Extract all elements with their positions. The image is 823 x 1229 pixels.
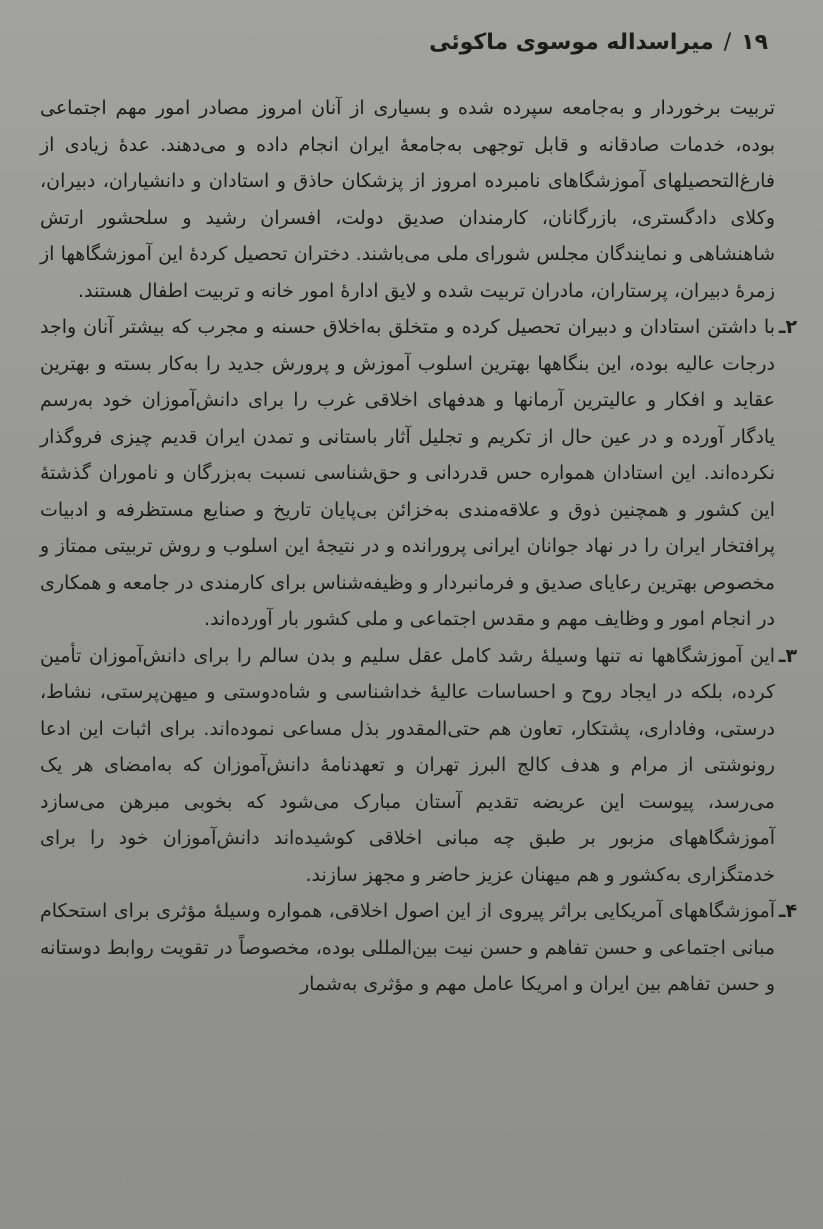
body-text (40, 90, 798, 1003)
paragraph-text: با داشتن استادان و دبیران تحصیل کرده و متخلق به‌اخلاق حسنه و مجرب که بیشتر آنان واجد درجات عالیه بوده، این بنگاهها بهترین اسلوب آموزش و پرورش جدید را به‌کار بسته و بهترین عقاید و افکار و عالیترین آرمانها و هدفهای اخلاقی غرب را برای دانش‌آموزان خود به‌رسم یادگار آورده و در عین حال از تکریم و تجلیل آثار باستانی و تمدن ایران قدیم چیزی فروگذار نکرده‌اند. این استادان همواره حس قدردانی و حق‌شناسی نسبت به‌بزرگان و ناموران گذشتهٔ این کشور و همچنین ذوق و علاقه‌مندی به‌خزائن بی‌پایان تاریخ و صنایع مستظرفه و ادبیات پرافتخار ایران را در نهاد جوانان ایرانی پرورانده و در نتیجهٔ این اسلوب و روش تربیتی ممتاز و مخصوص بهترین رعایای صدیق و فرمانبردار و وظیفه‌شناس برای کارمندی در جامعه و همکاری در انجام امور و وظایف مهم و مقدس اجتماعی و ملی کشور بار آورده‌اند. (40, 316, 775, 630)
paragraph-text: آموزشگاههای آمریکایی براثر پیروی از این اصول اخلاقی، همواره وسیلهٔ مؤثری برای استحکام مبانی اجتماعی و حسن تفاهم و حسن نیت بین‌المللی بوده، مخصوصاً در تقویت روابط دوستانه و حسن تفاهم بین ایران و امریکا عامل مهم و مؤثری به‌شمار (40, 900, 775, 995)
author-name: میراسداله موسوی ماکوئی (429, 29, 714, 55)
paragraph-2 (40, 309, 798, 638)
running-header (40, 22, 768, 62)
paragraph-3 (40, 638, 798, 894)
paragraph-1 (40, 90, 775, 309)
header-separator: / (723, 29, 732, 55)
paragraph-text: این آموزشگاهها نه تنها وسیلهٔ رشد کامل عقل سلیم و بدن سالم را برای دانش‌آموزان تأمین کرده، بلکه در ایجاد روح و احساسات عالیهٔ خداشناسی و شاه‌دوستی و میهن‌پرستی، نشاط، درستی، وفاداری، پشتکار، تعاون هم حتی‌المقدور بذل مساعی نموده‌اند. برای اثبات این ادعا رونوشتی از مرام و هدف کالج البرز تهران و تعهدنامهٔ دانش‌آموزان که به‌امضای هر یک می‌رسد، پیوست این عریضه تقدیم آستان مبارک می‌شود که بخوبی مبرهن می‌سازد آموزشگاههای مزبور بر طبق چه مبانی اخلاقی کوشیده‌اند دانش‌آموزان خود را برای خدمتگزاری به‌کشور و هم میهنان عزیز حاضر و مجهز سازند. (40, 644, 775, 886)
item-number: ۳ـ (779, 644, 798, 667)
paragraph-4 (40, 893, 798, 1003)
paragraph-text: تربیت برخوردار و به‌جامعه سپرده شده و بسیاری از آنان امروز مصادر امور مهم اجتماعی بوده، خدمات صادقانه و قابل توجهی به‌جامعهٔ ایران انجام داده و می‌دهند. عدهٔ زیادی از فارغ‌التحصیلهای آموزشگاهای نامبرده امروز از پزشکان حاذق و استادان و دانشیاران، دبیران، وکلای دادگستری، بازرگانان، کارمندان صدیق دولت، افسران رشید و سلحشور ارتش شاهنشاهی و نمایندگان مجلس شورای ملی می‌باشند. دختران تحصیل کردهٔ این آموزشگاهها از زمرهٔ دبیران، پرستاران، مادران تربیت شده و لایق ادارهٔ امور خانه و تربیت اطفال هستند. (40, 97, 775, 302)
item-number: ۴ـ (779, 900, 798, 922)
item-number: ۲ـ (779, 316, 798, 338)
page-number: ۱۹ (741, 29, 768, 55)
